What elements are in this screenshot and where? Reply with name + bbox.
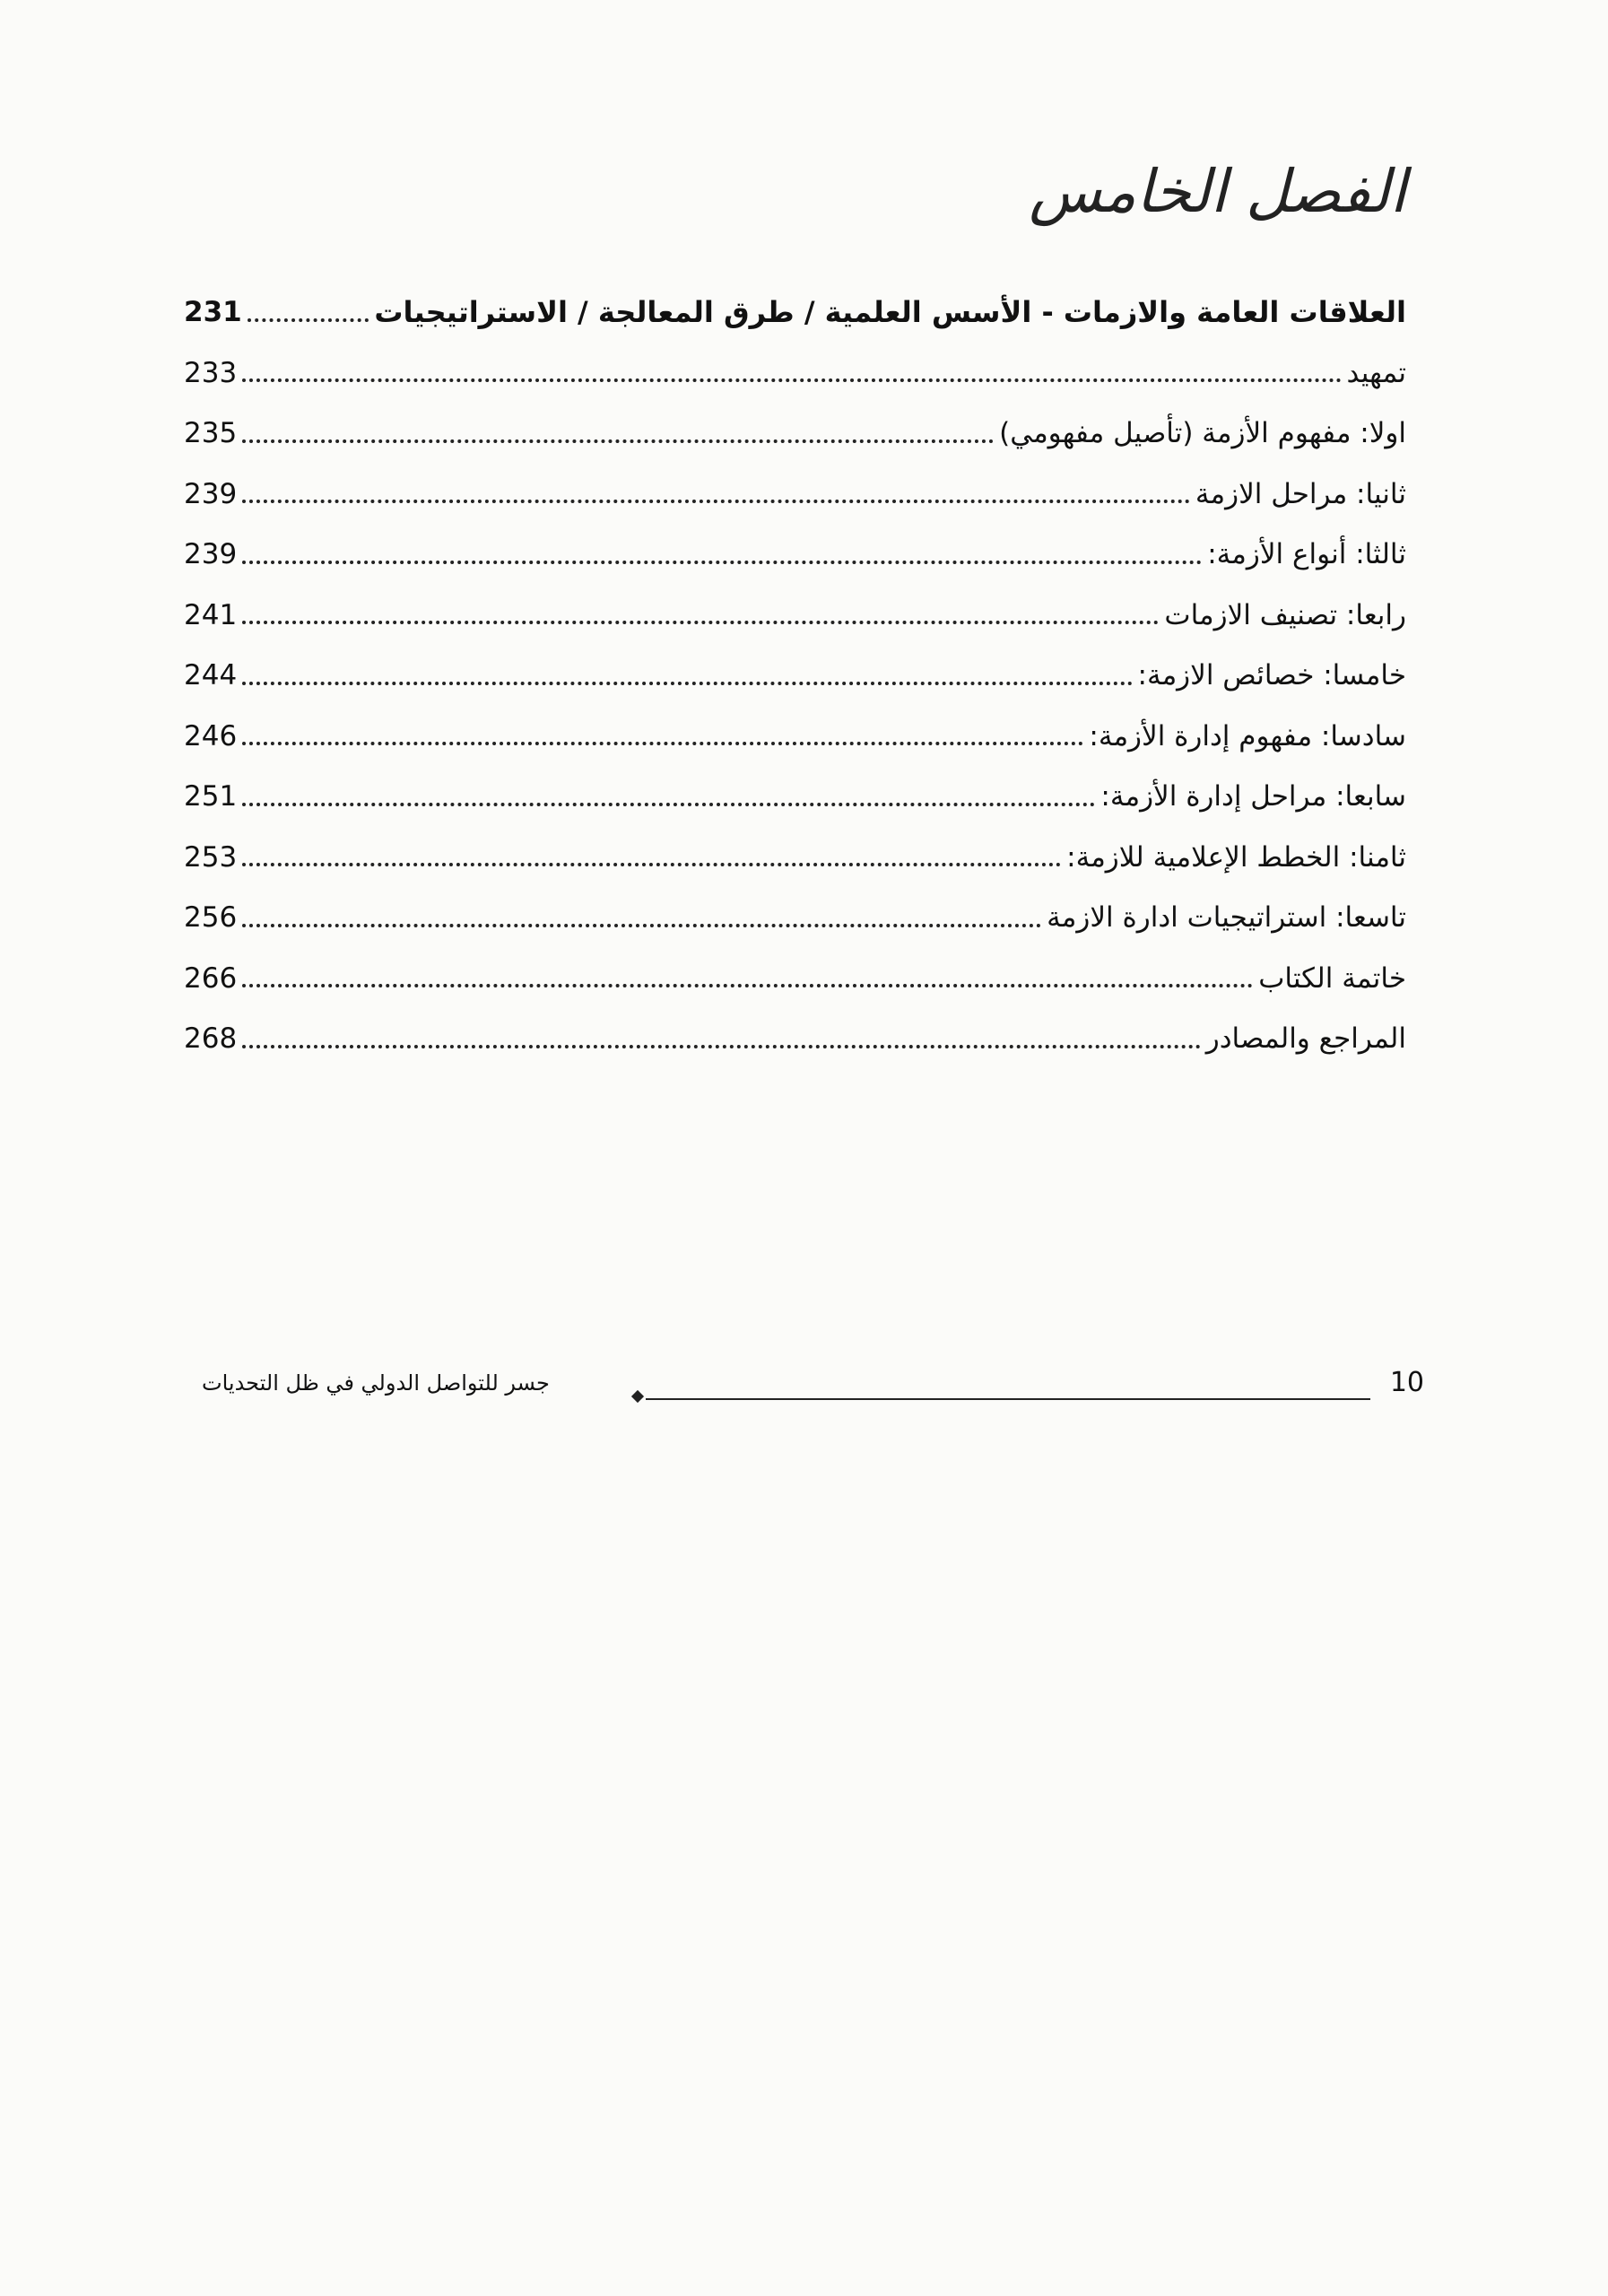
toc-leader-dots (242, 924, 1041, 927)
toc-entry-label: المراجع والمصادر (1205, 1022, 1406, 1056)
footer-book-title: جسر للتواصل الدولي في ظل التحديات (202, 1370, 550, 1396)
footer-rule (646, 1398, 1370, 1400)
toc-leader-dots (242, 682, 1132, 685)
toc-entry (184, 814, 1406, 875)
toc-leader-dots (242, 439, 994, 443)
toc-entry-page: 266 (184, 961, 238, 995)
toc-entry-page: 233 (184, 356, 238, 389)
toc-entry-label: اولا: مفهوم الأزمة (تأصيل مفهومي) (999, 417, 1406, 450)
toc-leader-dots (242, 803, 1095, 806)
toc-entry-label: ثامنا: الخطط الإعلامية للازمة: (1066, 840, 1406, 874)
toc-entry-page: 244 (184, 659, 238, 692)
toc-leader-dots (242, 621, 1159, 624)
toc-entry-label: خاتمة الكتاب (1258, 961, 1406, 995)
toc-entry (184, 390, 1406, 451)
toc-entry-label: ثالثا: أنواع الأزمة: (1207, 538, 1406, 571)
toc-entry-chapter-heading (184, 269, 1406, 330)
toc-leader-dots (248, 318, 369, 322)
toc-entry (184, 996, 1406, 1057)
chapter-title: الفصل الخامس (1029, 157, 1406, 226)
toc-entry-page: 235 (184, 417, 238, 450)
toc-entry-label: تاسعا: استراتيجيات ادارة الازمة (1047, 901, 1406, 935)
toc-entry-page: 256 (184, 901, 238, 935)
toc-entry (184, 874, 1406, 935)
toc-entry-label: خامسا: خصائص الازمة: (1137, 659, 1406, 692)
toc-entry-page: 246 (184, 719, 238, 752)
toc-leader-dots (242, 1045, 1201, 1048)
toc-entry (184, 632, 1406, 693)
diamond-ornament-icon (631, 1390, 644, 1403)
toc-entry-label: ثانيا: مراحل الازمة (1195, 477, 1406, 510)
toc-leader-dots (242, 984, 1253, 987)
toc-entry-label: العلاقات العامة والازمات - الأسس العلمية / طرق المعالجة / الاستراتيجيات (374, 295, 1406, 330)
toc-entry-page: 253 (184, 840, 238, 874)
toc-entry (184, 935, 1406, 996)
footer-page-number: 10 (1389, 1367, 1424, 1398)
toc-entry (184, 330, 1406, 391)
toc-leader-dots (242, 863, 1061, 866)
toc-leader-dots (242, 378, 1341, 382)
toc-entry-page: 241 (184, 598, 238, 631)
toc-entry-page: 251 (184, 780, 238, 813)
table-of-contents (184, 269, 1406, 1057)
toc-entry-page: 239 (184, 477, 238, 510)
toc-entry-label: تمهيد (1346, 356, 1406, 389)
toc-entry-label: رابعا: تصنيف الازمات (1164, 598, 1406, 631)
toc-entry-page: 239 (184, 538, 238, 571)
toc-leader-dots (242, 561, 1202, 564)
toc-entry-page: 231 (184, 296, 242, 329)
toc-leader-dots (242, 500, 1190, 503)
toc-entry (184, 511, 1406, 572)
toc-entry-label: سادسا: مفهوم إدارة الأزمة: (1089, 719, 1406, 752)
toc-entry (184, 572, 1406, 633)
toc-entry (184, 753, 1406, 814)
toc-leader-dots (242, 742, 1083, 745)
toc-entry-page: 268 (184, 1022, 238, 1056)
page-footer (202, 1367, 1424, 1406)
toc-entry (184, 451, 1406, 512)
toc-entry-label: سابعا: مراحل إدارة الأزمة: (1100, 780, 1406, 813)
toc-entry (184, 693, 1406, 754)
